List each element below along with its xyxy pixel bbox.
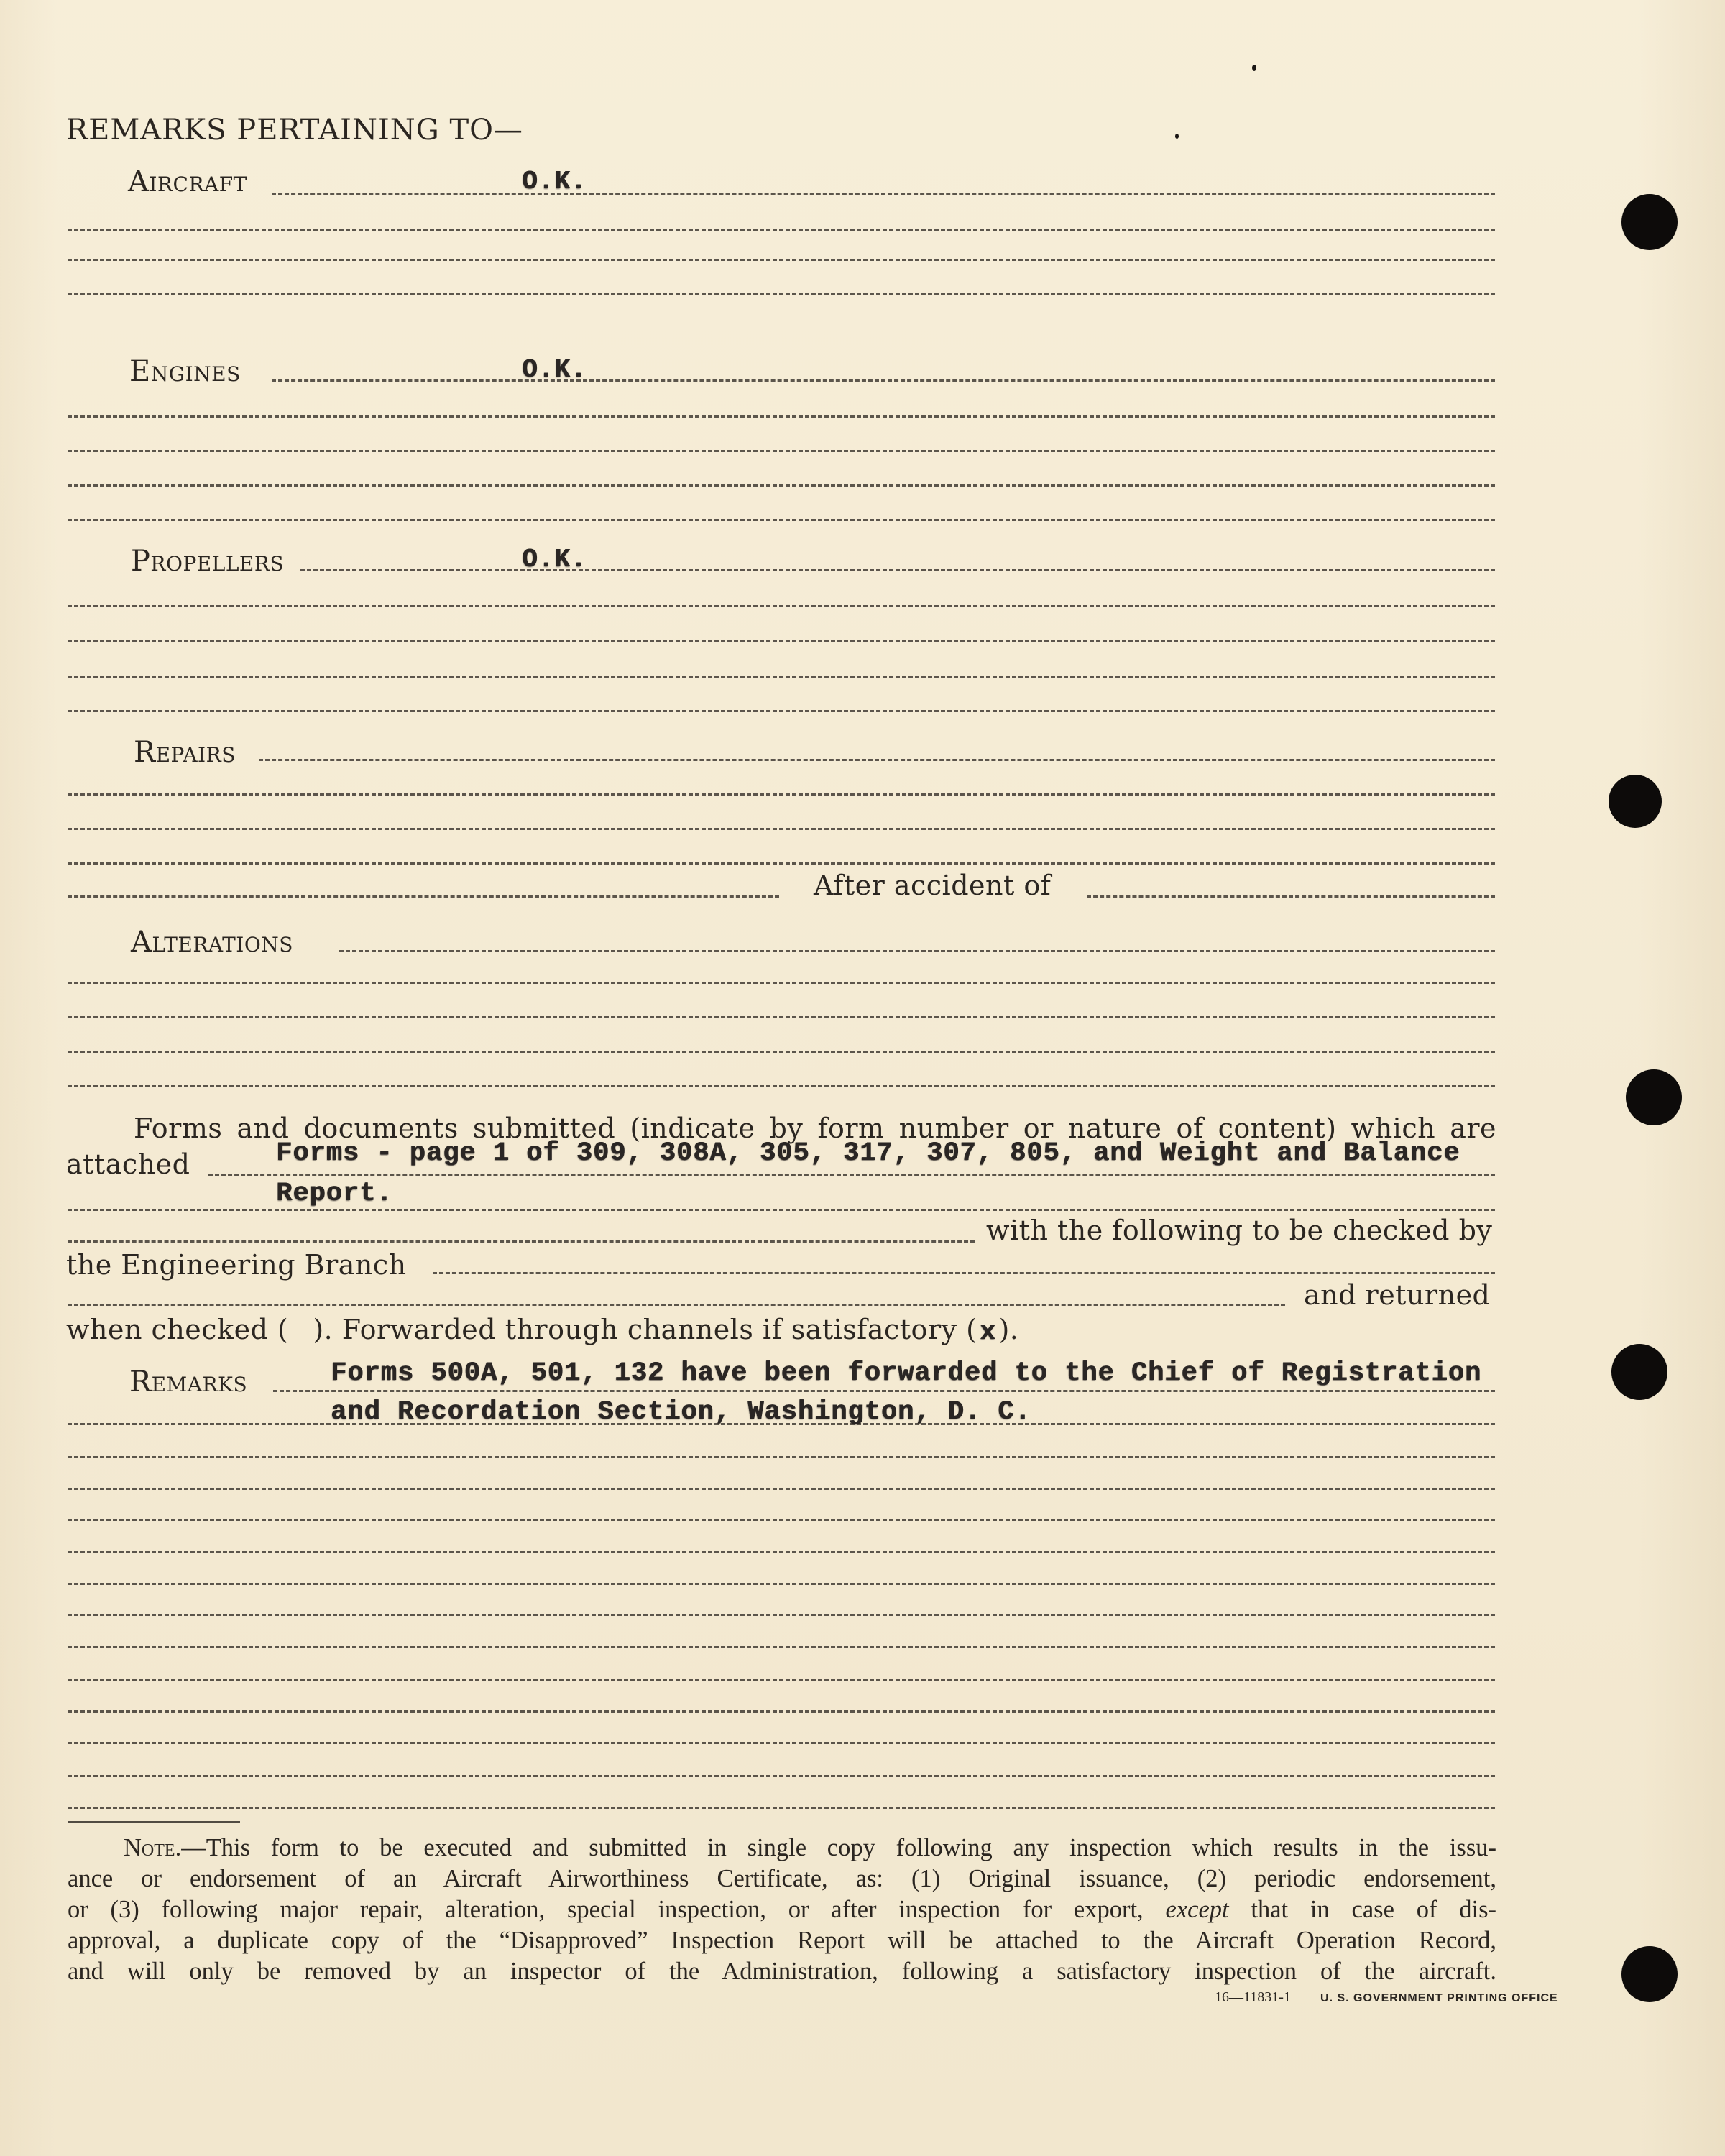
alterations-line-4[interactable] bbox=[68, 1051, 1495, 1053]
propellers-label: Propellers bbox=[131, 545, 285, 578]
alterations-line-3[interactable] bbox=[68, 1016, 1495, 1018]
note-line-1: Note.—This form to be executed and submitted in single copy following any inspection which results in the issu- bbox=[124, 1834, 1496, 1861]
repairs-label: Repairs bbox=[134, 736, 236, 769]
repairs-line-5[interactable] bbox=[68, 895, 779, 898]
aircraft-label: Aircraft bbox=[128, 165, 247, 198]
punch-hole-icon bbox=[1609, 775, 1662, 828]
ink-speck bbox=[1175, 134, 1179, 139]
remarks-line-9[interactable] bbox=[68, 1646, 1495, 1648]
repairs-field-line[interactable] bbox=[259, 759, 1495, 761]
remarks-value-line-1: Forms 500A, 501, 132 have been forwarded to the Chief of Registration bbox=[331, 1358, 1482, 1388]
propellers-line-2[interactable] bbox=[68, 605, 1495, 607]
checked-by-field-line[interactable] bbox=[68, 1240, 975, 1243]
punch-hole-icon bbox=[1626, 1069, 1682, 1125]
footnote-rule bbox=[68, 1821, 240, 1823]
remarks-label: Remarks bbox=[129, 1365, 248, 1399]
propellers-line-5[interactable] bbox=[68, 710, 1495, 712]
engines-line-2[interactable] bbox=[68, 415, 1495, 418]
remarks-field-line-2[interactable] bbox=[68, 1423, 1495, 1425]
engineering-branch-label: the Engineering Branch bbox=[66, 1249, 407, 1281]
section-heading: REMARKS PERTAINING TO— bbox=[66, 114, 523, 147]
attached-label: attached bbox=[66, 1148, 190, 1180]
after-accident-label: After accident of bbox=[814, 870, 1052, 901]
checked-by-text: with the following to be checked by bbox=[986, 1215, 1493, 1246]
note-line-5: and will only be removed by an inspector of the Administration, following a satisfactory inspection of the aircraft. bbox=[68, 1958, 1496, 1985]
aircraft-line-4[interactable] bbox=[68, 293, 1495, 295]
remarks-line-8[interactable] bbox=[68, 1614, 1495, 1616]
when-checked-text: when checked ( bbox=[66, 1314, 289, 1345]
engines-line-5[interactable] bbox=[68, 519, 1495, 521]
note-except: except bbox=[1165, 1896, 1229, 1923]
engines-line-4[interactable] bbox=[68, 484, 1495, 487]
alterations-line-5[interactable] bbox=[68, 1085, 1495, 1087]
after-accident-field-line[interactable] bbox=[1087, 895, 1495, 898]
propellers-value: O.K. bbox=[522, 545, 587, 574]
when-checked-row bbox=[66, 1314, 1018, 1347]
ink-speck bbox=[1252, 65, 1256, 71]
remarks-line-11[interactable] bbox=[68, 1710, 1495, 1713]
forwarded-text: ). Forwarded through channels if satisfactory ( bbox=[313, 1314, 978, 1345]
remarks-line-12[interactable] bbox=[68, 1742, 1495, 1744]
remarks-line-7[interactable] bbox=[68, 1583, 1495, 1585]
engines-field-line[interactable] bbox=[272, 379, 1495, 382]
remarks-line-6[interactable] bbox=[68, 1551, 1495, 1553]
engineering-branch-field-line[interactable] bbox=[433, 1272, 1495, 1274]
forwarded-close: ). bbox=[998, 1314, 1019, 1345]
form-footer bbox=[1215, 1989, 1558, 2006]
aircraft-value: O.K. bbox=[522, 167, 587, 196]
printer-imprint: U. S. GOVERNMENT PRINTING OFFICE bbox=[1320, 1992, 1558, 2004]
alterations-field-line[interactable] bbox=[339, 950, 1495, 952]
engines-label: Engines bbox=[129, 355, 241, 388]
note-line-4: approval, a duplicate copy of the “Disapproved” Inspection Report will be attached to the Aircraft Operation Record, bbox=[68, 1927, 1496, 1954]
repairs-line-2[interactable] bbox=[68, 793, 1495, 796]
remarks-line-13[interactable] bbox=[68, 1775, 1495, 1777]
forms-submitted-intro: Forms and documents submitted (indicate by form number or nature of content) which are bbox=[134, 1112, 1496, 1144]
propellers-field-line[interactable] bbox=[300, 569, 1495, 571]
aircraft-field-line[interactable] bbox=[272, 193, 1495, 195]
alterations-line-2[interactable] bbox=[68, 982, 1495, 984]
repairs-line-4[interactable] bbox=[68, 862, 1495, 865]
forwarded-checkbox[interactable]: x bbox=[980, 1317, 996, 1347]
returned-field-line[interactable] bbox=[68, 1304, 1285, 1306]
attached-field-line-1[interactable] bbox=[208, 1174, 1495, 1176]
attached-field-line-2[interactable] bbox=[68, 1209, 1495, 1211]
engines-value: O.K. bbox=[522, 355, 587, 384]
aircraft-line-2[interactable] bbox=[68, 229, 1495, 231]
remarks-line-14[interactable] bbox=[68, 1807, 1495, 1809]
note-line-2: ance or endorsement of an Aircraft Airworthiness Certificate, as: (1) Original issuance, (2) periodic endorsement, bbox=[68, 1865, 1496, 1892]
propellers-line-4[interactable] bbox=[68, 676, 1495, 678]
aircraft-line-3[interactable] bbox=[68, 259, 1495, 261]
remarks-line-4[interactable] bbox=[68, 1488, 1495, 1490]
note-line-3: or (3) following major repair, alteration, special inspection, or after inspection for export, except that in case of dis- bbox=[68, 1896, 1497, 1923]
note-block bbox=[68, 1833, 1496, 1987]
punch-hole-icon bbox=[1622, 194, 1678, 250]
remarks-line-10[interactable] bbox=[68, 1679, 1495, 1681]
remarks-field-line-1[interactable] bbox=[273, 1390, 1495, 1392]
note-prefix: Note. bbox=[124, 1834, 182, 1861]
propellers-line-3[interactable] bbox=[68, 640, 1495, 642]
remarks-line-3[interactable] bbox=[68, 1456, 1495, 1458]
alterations-label: Alterations bbox=[131, 926, 293, 959]
punch-hole-icon bbox=[1622, 1946, 1678, 2002]
attached-value-line-2: Report. bbox=[276, 1179, 393, 1209]
punch-hole-icon bbox=[1611, 1344, 1668, 1400]
attached-value-line-1: Forms - page 1 of 309, 308A, 305, 317, 307, 805, and Weight and Balance bbox=[276, 1138, 1460, 1169]
and-returned-text: and returned bbox=[1304, 1279, 1491, 1311]
form-code: 16—11831-1 bbox=[1215, 1989, 1291, 2005]
repairs-line-3[interactable] bbox=[68, 828, 1495, 830]
engines-line-3[interactable] bbox=[68, 450, 1495, 452]
remarks-line-5[interactable] bbox=[68, 1519, 1495, 1521]
remarks-value-line-2: and Recordation Section, Washington, D. C. bbox=[331, 1397, 1031, 1427]
